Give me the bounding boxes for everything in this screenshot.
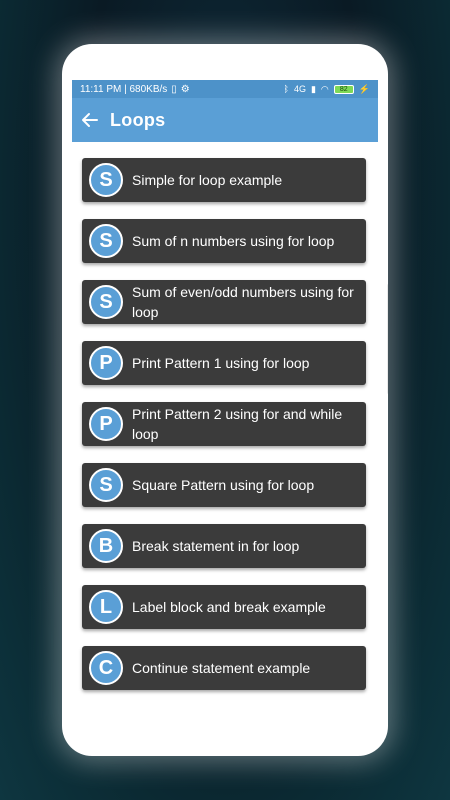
letter-avatar: S <box>89 163 123 197</box>
gear-icon: ⚙ <box>180 83 190 95</box>
list-item[interactable] <box>82 585 366 629</box>
letter-avatar: C <box>89 651 123 685</box>
letter-avatar: S <box>89 224 123 258</box>
list-item-label: Simple for loop example <box>132 172 283 188</box>
bluetooth-icon: ᛒ <box>283 84 289 94</box>
list-item-label: Continue statement example <box>132 660 311 676</box>
list-item-label: Print Pattern 1 using for loop <box>132 355 310 371</box>
letter-avatar: P <box>89 407 123 441</box>
list-item-label: Print Pattern 2 using for and while loop <box>132 406 343 442</box>
loops-list <box>82 158 366 707</box>
list-item[interactable] <box>82 280 366 324</box>
list-item-label: Square Pattern using for loop <box>132 477 315 493</box>
list-item[interactable] <box>82 646 366 690</box>
app-bar <box>72 98 378 142</box>
side-button <box>387 284 388 394</box>
list-item[interactable] <box>82 524 366 568</box>
list-item[interactable] <box>82 219 366 263</box>
list-item[interactable] <box>82 402 366 446</box>
signal-icon: ▮ <box>310 83 316 94</box>
list-item-label: Sum of even/odd numbers using for loop <box>132 284 354 320</box>
list-item[interactable] <box>82 158 366 202</box>
network-label: 4G <box>293 84 306 94</box>
page-title: Loops <box>110 109 166 130</box>
charging-icon: ⚡ <box>358 83 370 94</box>
list-item-label: Sum of n numbers using for loop <box>132 233 335 249</box>
sim-icon: ▯ <box>171 83 177 95</box>
list-item[interactable] <box>82 463 366 507</box>
list-item-label: Label block and break example <box>132 599 326 615</box>
phone-frame <box>62 44 388 756</box>
list-item[interactable] <box>82 341 366 385</box>
battery-icon: 82 <box>334 85 354 94</box>
status-bar <box>72 80 378 98</box>
letter-avatar: P <box>89 346 123 380</box>
wifi-icon: ◠ <box>320 83 329 94</box>
list-item-label: Break statement in for loop <box>132 538 300 554</box>
status-time: 11:11 PM | 680KB/s <box>80 83 168 95</box>
letter-avatar: B <box>89 529 123 563</box>
letter-avatar: S <box>89 285 123 319</box>
back-arrow-icon[interactable] <box>80 110 100 130</box>
letter-avatar: L <box>89 590 123 624</box>
letter-avatar: S <box>89 468 123 502</box>
